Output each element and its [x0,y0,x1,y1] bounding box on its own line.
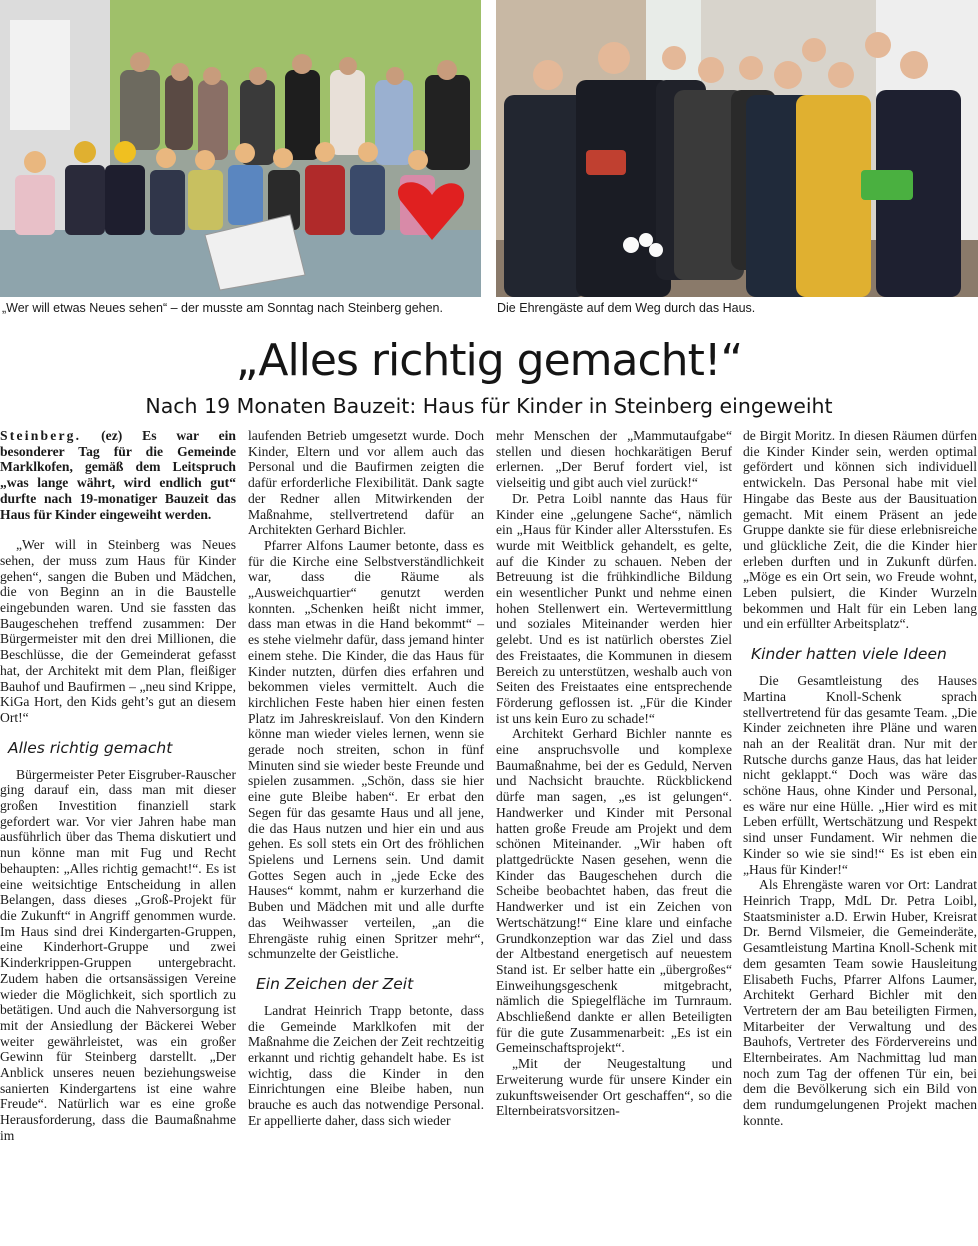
body-paragraph: Pfarrer Alfons Laumer betonte, dass es für die Kirche eine Selbstverständlichkeit war, dass die Räume als „Ausweichquartier“ genutzt werden konnten. „Schenken heißt nicht immer, dass man etwas in die Hand bekommt“ – es stehe vielmehr dafür, dass jemand hinter einem stehe. Die Kinder, die das Haus für Kinder nutzten, dürfen dies erfahren und bekommen vieles vermittelt. Auch die kirchlichen Feste haben hier einen festen Platz im Jahreskreislauf. Von den Kindern könne man wieder vieles lernen, wenn sie gerade noch streiten, schon in fünf Minuten sind sie wieder beste Freunde und spielen zusammen. „Schön, dass sie hier eine gute Bleibe haben“. Er erbat den Segen für das gesamte Haus und all jene, die das Haus nutzen und hier ein und aus gehen. Es soll stets ein Ort des fröhlichen Spielens und Lernens sein. Und damit Gottes Segen auch in „jede Ecke des Hauses“ kommt, nahm er kurzerhand die Buben und Mädchen mit und alle durfte das Weihwasser verteilen, „an die Ehrengäste ruhig einen Spritzer mehr“, schmunzelte der Geistliche. [248,537,484,962]
article-subheadline: Nach 19 Monaten Bauzeit: Haus für Kinder in Steinberg eingeweiht [145,394,833,418]
lead-text: (ez) Es war ein besonderer Tag für die Gemeinde Marklkofen, gemäß dem Leitspruch „was lange währt, wird endlich gut“ durfte nach 19-monatiger Bauzeit das Haus für Kinder eingeweiht werden. [0,428,236,522]
honored-guests-photo [496,0,978,297]
body-paragraph: Bürgermeister Peter Eisgruber-Rauscher ging darauf ein, dass man mit dieser großen Investition finanziell stark gefordert war. Vor vier Jahren habe man ausführlich über das Thema diskutiert und nun könne man mit Fug und Recht behaupten: „Alles richtig gemacht!“. Es ist eine weitsichtige Entscheidung in allen Belangen, dass dieses „Groß-Projekt für die Zukunft“ in Angriff genommen wurde. Im Haus sind drei Kindergarten-Gruppen, eine Kinderhort-Gruppe und zwei Kinderkrippen-Gruppen untergebracht. Zudem haben die ortsansässigen Vereine wieder die Möglichkeit, sich sportlich zu betätigen. Und auch die Nahversorgung ist mit der Ansiedlung der Bäckerei Weber weiter gewährleistet, was ein großer Gewinn für Steinberg darstellt. „Der Anblick unseres neuen beziehungsweise sanierten Kindergartens ist eine wahre Freude“. Natürlich war es eine große Herausforderung, dass die Baumaßnahme im [0,766,236,1143]
photo-caption-right: Die Ehrengäste auf dem Weg durch das Haus. [497,301,756,315]
article-column-3 [496,428,732,1119]
body-paragraph: mehr Menschen der „Mammutaufgabe“ stellen und diesen hochkarätigen Beruf erlernen. „Der Beruf fordert viel, ist vielseitig und gibt auch viel zurück!“ [496,428,732,491]
body-paragraph: „Mit der Neugestaltung und Erweiterung wurde für unsere Kinder ein zukunftsweisender Ort geschaffen“, so die Elternbeiratsvorsitzen- [496,1056,732,1119]
photo-caption-left: „Wer will etwas Neues sehen“ – der musste am Sonntag nach Steinberg gehen. [2,301,443,315]
children-choir-photo [0,0,481,297]
article-column-4 [743,428,977,1129]
body-paragraph: Als Ehrengäste waren vor Ort: Landrat Heinrich Trapp, MdL Dr. Petra Loibl, Staatsminister a.D. Erwin Huber, Kreisrat Dr. Bernd Vilsmeier, die Gemeinderäte, Gesamtleistung Martina Knoll-Schenk mit dem gesamten Team sowie Hausleitung Elisabeth Fuchs, Pfarrer Alfons Laumer, Architekt Gerhard Bichler mit den Vertretern der am Bau beteiligten Firmen, Mitarbeiter der Verwaltung und des Bauhofs, Vertreter des Fördervereins und Elternbeirates. Am Nachmittag lud man noch zum Tag der offenen Tür ein, bei dem die Bevölkerung sich ein Bild von dem rundumgelungenen Projekt machen konnte. [743,877,977,1128]
dateline-place: Steinberg. [0,428,82,443]
subheading: Alles richtig gemacht [8,738,173,757]
body-paragraph: de Birgit Moritz. In diesen Räumen dürfen die Kinder Kinder sein, werden optimal gefördert und können sich individuell entwickeln. Das Personal habe mit viel Hingabe das Beste aus der Bausituation gemacht. Mit einem Präsent an jede Gruppe dankte sie für diese erlebnisreiche und glückliche Zeit, die die Kinder hier erleben durften und in Zukunft dürfen. „Möge es ein Ort sein, wo Freude wohnt, Leben pulsiert, die Kinder Wurzeln bekommen und Halt für ein Leben lang und ein erfüllter Arbeitsplatz“. [743,428,977,632]
body-paragraph: „Wer will in Steinberg was Neues sehen, der muss zum Haus für Kinder gehen“, sangen die Buben und Mädchen, die von Beginn an in die Baustelle eingebunden waren. Und sie fassten das Baugeschehen treffend zusammen: Der Bürgermeister mit den drei Millionen, die Beschlüsse, die der Gemeinderat gefasst hat, der Architekt mit dem Plan, fleißiger Bauhof und Baufirmen – „neu sind Krippe, KiGa Hort, den Kids geht’s gut an diesem Ort!“ [0,537,236,725]
subheading: Ein Zeichen der Zeit [256,974,414,993]
article-column-2 [248,428,484,1129]
body-paragraph: laufenden Betrieb umgesetzt wurde. Doch Kinder, Eltern und vor allem auch das Personal und die Baufirmen zeigten die dafür erforderliche Flexibilität. Dank sagte der Redner allen Mitwirkenden der Maßnahme, stellvertretend dafür an Architekten Gerhard Bichler. [248,428,484,538]
subheading: Kinder hatten viele Ideen [751,645,947,664]
article-column-1 [0,428,236,1144]
body-paragraph: Architekt Gerhard Bichler nannte es eine anspruchsvolle und komplexe Baumaßnahme, bei der es Geduld, Nerven und Nachsicht brauchte. Rückblickend dürfe man sagen, „es ist gelungen“. Handwerker und Kinder mit Personal hatten große Freude am Projekt und dem schönen Miteinander. „Wir haben oft plattgedrückte Nasen gesehen, wenn die Kinder das Baugeschehen durch die Scheibe beobachtet haben, das freut die Handwerker und ist ein Zeichen von Wertschätzung!“ Eine klare und einfache Grundkonzeption war das Ziel und dass der Altbestand energetisch auf neuestem Stand ist. Er selber hatte ein „übergroßes“ Einweihungsgeschenk mitgebracht, nämlich die Spiegelfläche im Turnraum. Abschließend dankte er allen Beteiligten für die gute Zusammenarbeit: „Es ist ein Gemeinschaftsprojekt“. [496,726,732,1056]
body-paragraph: Dr. Petra Loibl nannte das Haus für Kinder eine „gelungene Sache“, nämlich ein „Haus für Kinder aller Altersstufen. Es wurde mit Weitblick gehandelt, es gelte, auf die Kinder zu schauen. Neben der Betreuung ist die frühkindliche Bildung ein wesentlicher Punkt und nehme einen hohen Stellenwert ein. Wertevermittlung und soziales Miteinander werden hier gelebt. Und es ist natürlich oberstes Ziel des Freistaates, die Kommunen in diesem Bereich zu unterstützen, weshalb auch von Seiten des Freistaates eine entsprechende Förderung geflossen ist. „Für die Kinder ist uns kein Euro zu schade!“ [496,490,732,726]
article-headline: „Alles richtig gemacht!“ [235,335,743,386]
body-paragraph: Die Gesamtleistung des Hauses Martina Knoll-Schenk sprach stellvertretend für das gesamte Team. „Die Kinder zeichneten ihre Pläne und waren nah an der Realität dran. Nur mit der Rutsche durchs ganze Haus, das hat leider nicht geklappt.“ Doch was wäre das schöne Haus, ohne Kinder und Personal, es wäre nur eine Hülle. „Hier wird es mit Leben erfüllt, Wertschätzung und Respekt sind unser Fundament. Wir nehmen die Kinder so wie sie sind!“ Es ist eben ein „Haus für Kinder!“ [743,673,977,877]
lead-paragraph [0,428,236,522]
body-paragraph: Landrat Heinrich Trapp betonte, dass die Gemeinde Marklkofen mit der Maßnahme die Zeichen der Zeit rechtzeitig erkannt und richtig gehandelt habe. Es ist wichtig, dass die Kinder in den Einrichtungen eine Bleibe haben, nun brauche es auch das notwendige Personal. Er appellierte daher, dass sich wieder [248,1002,484,1128]
